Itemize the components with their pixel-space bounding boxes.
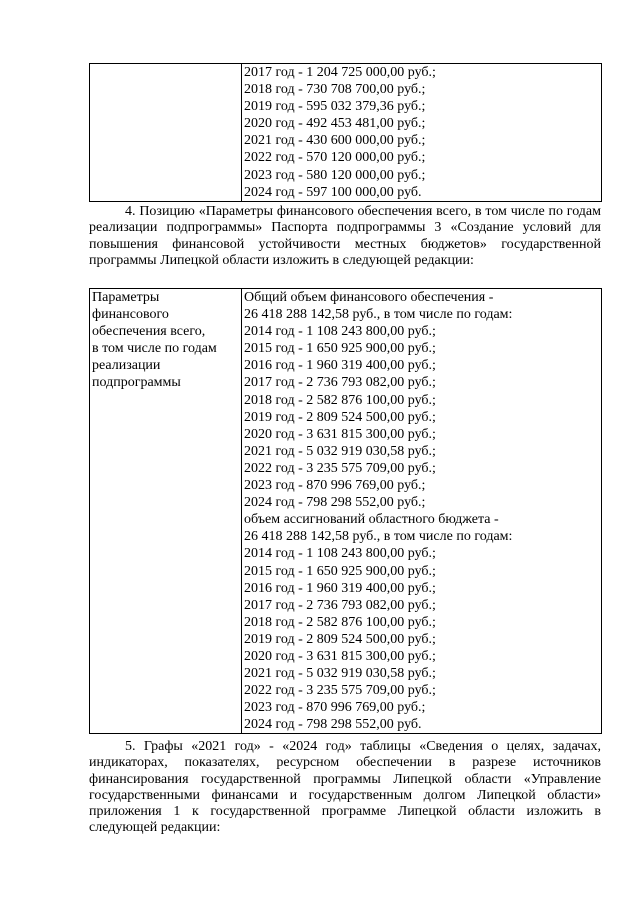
value-line: 2015 год - 1 650 925 900,00 руб.; (244, 563, 436, 579)
funding-parameters-table (89, 288, 602, 734)
value-line: 2018 год - 2 582 876 100,00 руб.; (244, 614, 436, 630)
values-cell (242, 64, 602, 202)
label-line: в том числе по годам (92, 341, 217, 357)
value-line: 2023 год - 870 996 769,00 руб.; (244, 478, 426, 494)
funding-line: 2020 год - 492 453 481,00 руб.; (244, 116, 426, 132)
parameter-values-cell (242, 289, 602, 734)
parameter-label-cell (90, 289, 242, 734)
value-line: 2022 год - 3 235 575 709,00 руб.; (244, 460, 436, 476)
value-line: 2021 год - 5 032 919 030,58 руб.; (244, 443, 436, 459)
funding-line: 2021 год - 430 600 000,00 руб.; (244, 133, 426, 149)
value-line: 2018 год - 2 582 876 100,00 руб.; (244, 392, 436, 408)
value-line: 2019 год - 2 809 524 500,00 руб.; (244, 409, 436, 425)
value-line: 2020 год - 3 631 815 300,00 руб.; (244, 426, 436, 442)
empty-label-cell (90, 64, 242, 202)
value-line: 26 418 288 142,58 руб., в том числе по годам: (244, 307, 513, 323)
label-line: реализации (92, 358, 161, 374)
value-line: 2016 год - 1 960 319 400,00 руб.; (244, 358, 436, 374)
funding-line: 2018 год - 730 708 700,00 руб.; (244, 82, 426, 98)
paragraph-4 (89, 204, 601, 269)
paragraph-4-text: 4. Позицию «Параметры финансового обеспечения всего, в том числе по годам реализации подпрограммы» Паспорта подпрограммы 3 «Создание условий для повышения финансовой устойчивости местных бюджетов» государственной программы Липецкой области изложить в следующей редакции: (89, 204, 601, 268)
label-line: Параметры (92, 290, 160, 305)
value-line: 2014 год - 1 108 243 800,00 руб.; (244, 324, 436, 340)
value-line: 2020 год - 3 631 815 300,00 руб.; (244, 648, 436, 664)
funding-line: 2023 год - 580 120 000,00 руб.; (244, 167, 426, 183)
value-line: объем ассигнований областного бюджета - (244, 512, 499, 528)
continued-table (89, 63, 602, 202)
value-line: 2014 год - 1 108 243 800,00 руб.; (244, 546, 436, 562)
table-row (90, 289, 602, 734)
value-line: 2015 год - 1 650 925 900,00 руб.; (244, 341, 436, 357)
value-line: 2023 год - 870 996 769,00 руб.; (244, 700, 426, 716)
value-line: 26 418 288 142,58 руб., в том числе по годам: (244, 529, 513, 545)
paragraph-5 (89, 739, 601, 837)
funding-line: 2019 год - 595 032 379,36 руб.; (244, 99, 426, 115)
label-line: обеспечения всего, (92, 324, 206, 340)
label-line: подпрограммы (92, 375, 181, 391)
value-line: 2024 год - 798 298 552,00 руб. (244, 717, 422, 733)
label-line: финансового (92, 307, 169, 323)
value-line: 2019 год - 2 809 524 500,00 руб.; (244, 631, 436, 647)
funding-line: 2024 год - 597 100 000,00 руб. (244, 184, 422, 200)
value-line: Общий объем финансового обеспечения - (244, 290, 494, 305)
value-line: 2021 год - 5 032 919 030,58 руб.; (244, 666, 436, 682)
paragraph-5-text: 5. Графы «2021 год» - «2024 год» таблицы «Сведения о целях, задачах, индикаторах, показателях, ресурсном обеспечении в разрезе источников финансирования государственной программы Липецкой области «Управление государственными финансами и государственным долгом Липецкой области» приложения 1 к государственной программе Липецкой области изложить в следующей редакции: (89, 739, 601, 836)
funding-line: 2017 год - 1 204 725 000,00 руб.; (244, 65, 436, 80)
value-line: 2022 год - 3 235 575 709,00 руб.; (244, 683, 436, 699)
value-line: 2017 год - 2 736 793 082,00 руб.; (244, 597, 436, 613)
table-row (90, 64, 602, 202)
value-line: 2017 год - 2 736 793 082,00 руб.; (244, 375, 436, 391)
value-line: 2024 год - 798 298 552,00 руб.; (244, 495, 426, 511)
value-line: 2016 год - 1 960 319 400,00 руб.; (244, 580, 436, 596)
funding-line: 2022 год - 570 120 000,00 руб.; (244, 150, 426, 166)
